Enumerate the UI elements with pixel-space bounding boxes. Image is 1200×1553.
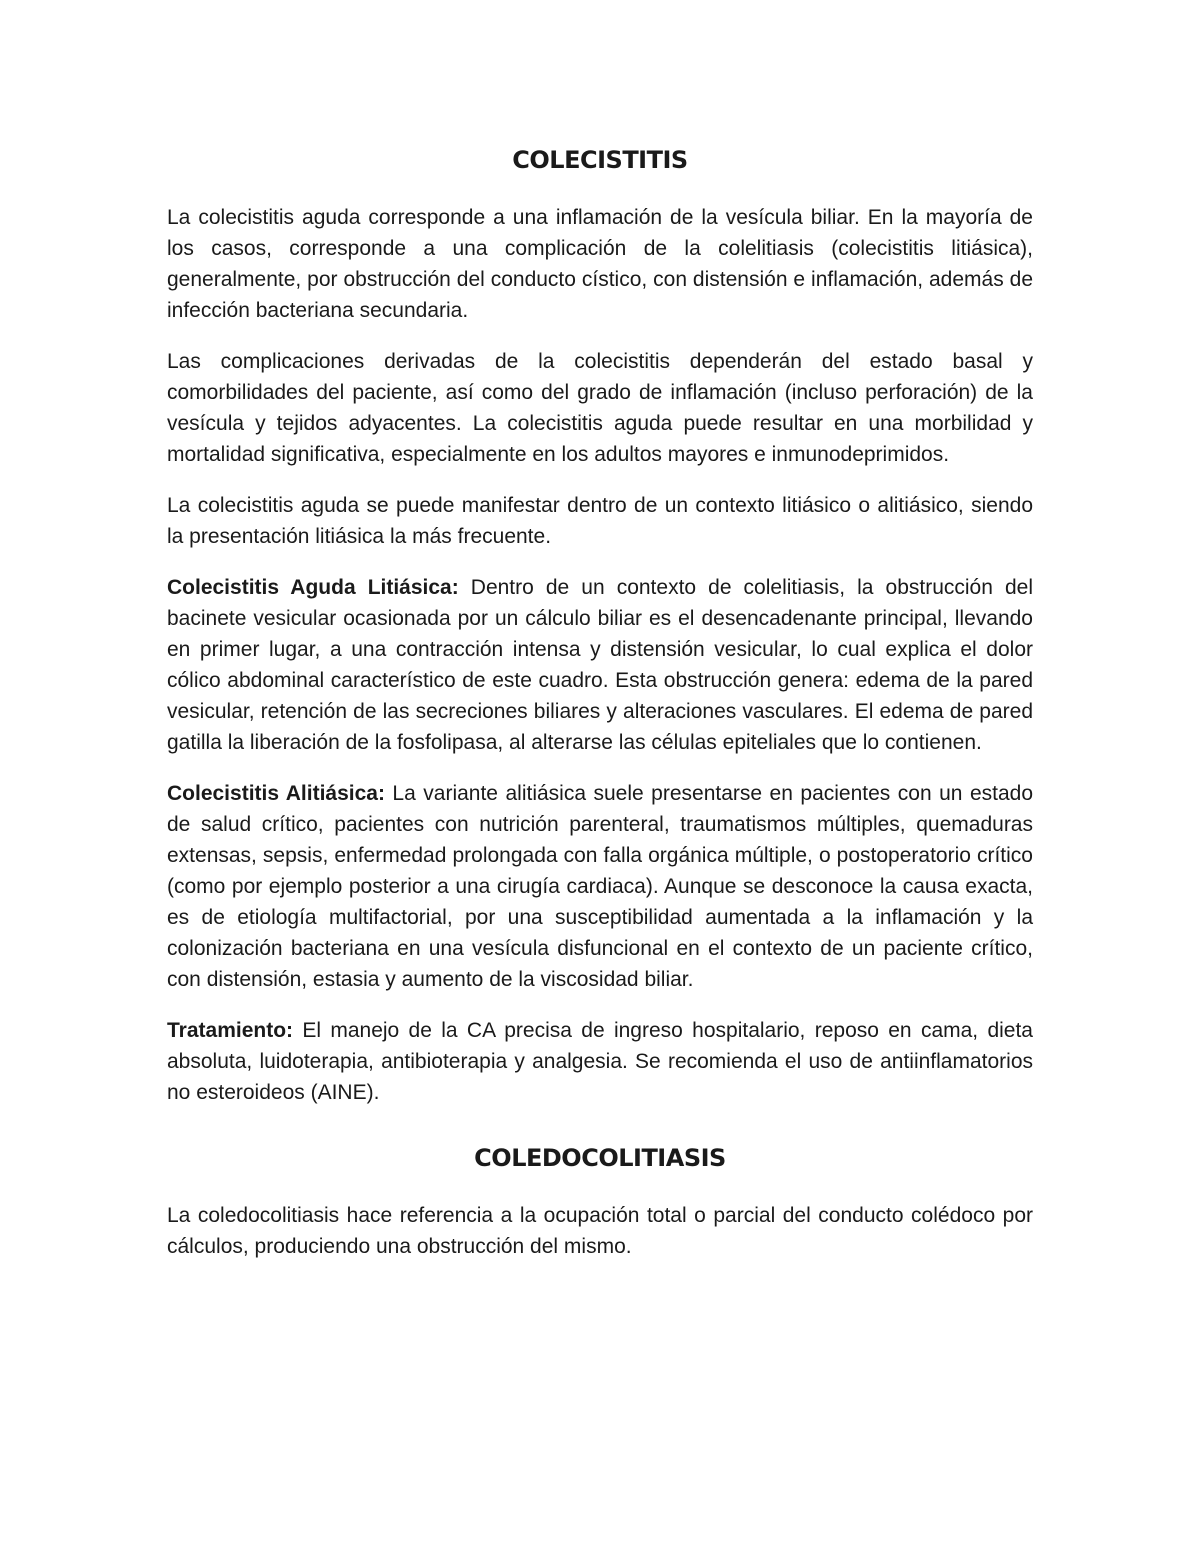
lead-litiasica: Colecistitis Aguda Litiásica: bbox=[167, 576, 459, 599]
paragraph-coledocolitiasis: La coledocolitiasis hace referencia a la ocupación total o parcial del conducto colédoco por cálculos, produciendo una obstrucción del mismo. bbox=[167, 1204, 1033, 1258]
text-tratamiento: El manejo de la CA precisa de ingreso hospitalario, reposo en cama, dieta absoluta, luidoterapia, antibioterapia y analgesia. Se recomienda el uso de antiinflamatorios no esteroideos (AINE). bbox=[167, 1019, 1033, 1104]
paragraph-context: La colecistitis aguda se puede manifestar dentro de un contexto litiásico o alitiásico, siendo la presentación litiásica la más frecuente. bbox=[167, 494, 1033, 548]
paragraph-definition: La colecistitis aguda corresponde a una inflamación de la vesícula biliar. En la mayoría de los casos, corresponde a una complicación de la colelitiasis (colecistitis litiásica), generalmente, por obstrucción del conducto cístico, con distensión e inflamación, además de infección bacteriana secundaria. bbox=[167, 206, 1033, 322]
text-alitiasica: La variante alitiásica suele presentarse en pacientes con un estado de salud crítico, pacientes con nutrición parenteral, traumatismos múltiples, quemaduras extensas, sepsis, enfermedad prolongada con falla orgánica múltiple, o postoperatorio crítico (como por ejemplo posterior a una cirugía cardiaca). Aunque se desconoce la causa exacta, es de etiología multifactorial, por una susceptibilidad aumentada a la inflamación y la colonización bacteriana en una vesícula disfuncional en el contexto de un paciente crítico, con distensión, estasia y aumento de la viscosidad biliar. bbox=[167, 782, 1033, 991]
paragraph-litiasica bbox=[167, 572, 1033, 758]
paragraph-complications: Las complicaciones derivadas de la colecistitis dependerán del estado basal y comorbilidades del paciente, así como del grado de inflamación (incluso perforación) de la vesícula y tejidos adyacentes. La colecistitis aguda puede resultar en una morbilidad y mortalidad significativa, especialmente en los adultos mayores e inmunodeprimidos. bbox=[167, 350, 1033, 466]
lead-alitiasica: Colecistitis Alitiásica: bbox=[167, 782, 385, 805]
section-title-colecistitis: COLECISTITIS bbox=[512, 146, 688, 174]
lead-tratamiento: Tratamiento: bbox=[167, 1019, 294, 1042]
text-litiasica: Dentro de un contexto de colelitiasis, la obstrucción del bacinete vesicular ocasionada por un cálculo biliar es el desencadenante principal, llevando en primer lugar, a una contracción intensa y distensión vesicular, lo cual explica el dolor cólico abdominal característico de este cuadro. Esta obstrucción genera: edema de la pared vesicular, retención de las secreciones biliares y alteraciones vasculares. El edema de pared gatilla la liberación de la fosfolipasa, al alterarse las células epiteliales que lo contienen. bbox=[167, 576, 1033, 754]
section-title-coledocolitiasis: COLEDOCOLITIASIS bbox=[474, 1144, 726, 1172]
paragraph-tratamiento bbox=[167, 1015, 1033, 1108]
paragraph-alitiasica bbox=[167, 778, 1033, 995]
document-page bbox=[167, 140, 1033, 1282]
